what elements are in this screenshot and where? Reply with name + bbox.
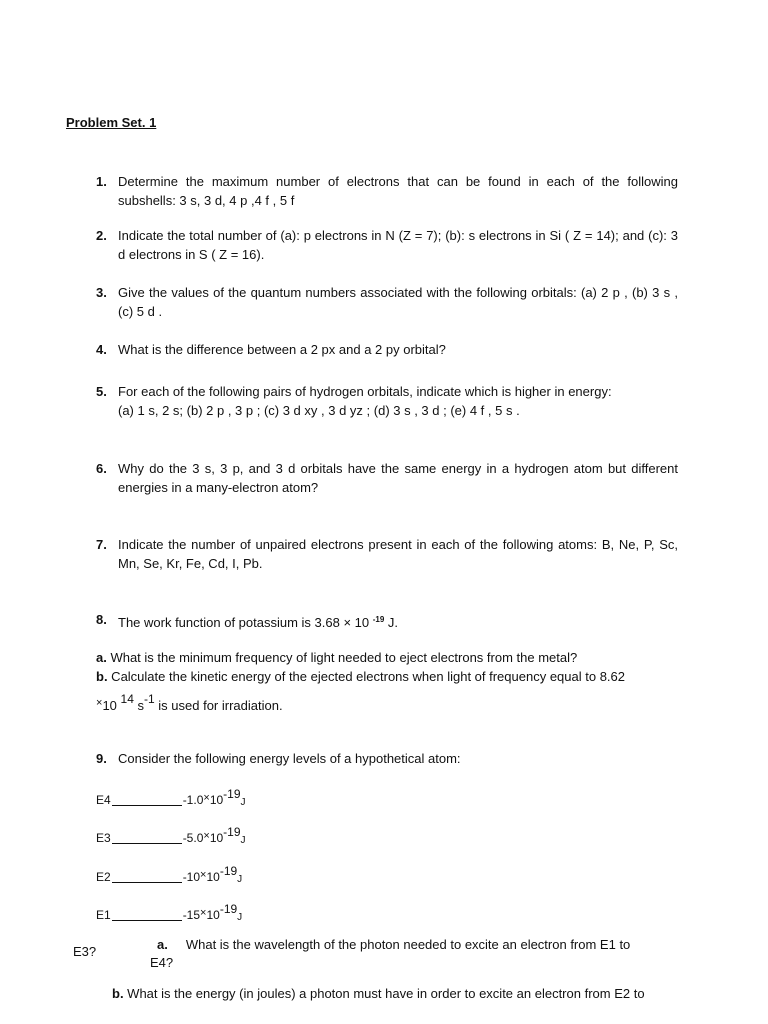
ten: 10: [206, 908, 220, 922]
question-number: 2.: [96, 228, 107, 243]
question-text-pre: The work function of potassium is 3.68 × 10: [118, 615, 373, 630]
question-number: 8.: [96, 612, 107, 627]
times-sign: ×: [200, 907, 207, 919]
times-sign: ×: [96, 697, 103, 709]
question-8-part-b: [96, 667, 678, 687]
question-number: 5.: [96, 384, 107, 399]
energy-level-e4: [96, 787, 246, 808]
question-9-part-a-continued: E4?: [150, 955, 174, 970]
unit: J: [240, 835, 246, 846]
part-text: Calculate the kinetic energy of the ejected electrons when light of frequency equal to 8.62: [107, 669, 625, 684]
energy-level-e2: [96, 864, 242, 885]
exponent: -19: [223, 825, 241, 839]
energy-label: E2: [96, 870, 111, 884]
part-letter: b.: [112, 986, 124, 1001]
part-text: What is the energy (in joules) a photon must have in order to excite an electron from E2 to: [123, 986, 645, 1001]
page-title: Problem Set. 1: [66, 115, 157, 130]
question-9-part-a: [157, 935, 685, 955]
part-letter: a.: [157, 937, 168, 952]
question-number: 1.: [96, 174, 107, 189]
energy-value: -5.0: [182, 831, 204, 845]
question-number: 6.: [96, 461, 107, 476]
question-line: For each of the following pairs of hydrogen orbitals, indicate which is higher in energy:: [118, 384, 612, 399]
question-9: [96, 749, 678, 768]
part-text: What is the minimum frequency of light needed to eject electrons from the metal?: [106, 650, 578, 665]
unit: s: [133, 698, 144, 713]
energy-label: E3: [96, 831, 111, 845]
question-1: [96, 172, 678, 210]
unit: J: [240, 797, 246, 808]
exponent: -19: [223, 787, 241, 801]
question-3: [96, 283, 678, 321]
ten: 10: [206, 870, 220, 884]
question-text: What is the difference between a 2 px and a 2 py orbital?: [118, 342, 446, 357]
question-line: (a) 1 s, 2 s; (b) 2 p , 3 p ; (c) 3 d xy , 3 d yz ; (d) 3 s , 3 d ; (e) 4 f , 5 s .: [118, 403, 520, 418]
question-number: 7.: [96, 537, 107, 552]
question-7: [96, 535, 678, 573]
question-text: Determine the maximum number of electrons that can be found in each of the following subshells: 3 s, 3 d, 4 p ,4 f , 5 f: [118, 174, 678, 208]
question-text: Consider the following energy levels of a hypothetical atom:: [118, 751, 461, 766]
question-8-part-b-line2: [96, 689, 678, 716]
energy-level-e1: [96, 902, 242, 923]
question-text: [118, 610, 678, 632]
question-4: [96, 340, 678, 359]
part-text: is used for irradiation.: [154, 698, 283, 713]
exponent: -19: [219, 902, 238, 916]
question-8: [96, 610, 678, 632]
question-8-part-a: [96, 648, 678, 668]
stray-text: E3?: [73, 944, 97, 959]
level-line: [112, 882, 182, 883]
exponent: -1: [144, 692, 155, 706]
question-text: Give the values of the quantum numbers associated with the following orbitals: (a) 2 p , (b) 3 s , (c) 5 d .: [118, 285, 678, 319]
energy-value: -1.0: [182, 793, 204, 807]
part-text: What is the wavelength of the photon needed to excite an electron from E1 to: [185, 937, 631, 952]
energy-level-e3: [96, 825, 246, 846]
part-letter: b.: [96, 669, 108, 684]
exponent: 14: [120, 692, 134, 706]
ten: 10: [209, 793, 224, 807]
times-sign: ×: [203, 792, 210, 804]
unit: J: [237, 912, 243, 923]
question-number: 3.: [96, 285, 107, 300]
energy-label: E1: [96, 908, 111, 922]
question-9-part-b: [112, 984, 682, 1004]
question-number: 9.: [96, 751, 107, 766]
level-line: [112, 843, 182, 844]
exponent: -19: [372, 615, 385, 624]
question-2: [96, 226, 678, 264]
energy-value: -10: [182, 870, 201, 884]
ten: 10: [102, 698, 121, 713]
times-sign: ×: [200, 869, 207, 881]
question-text: Why do the 3 s, 3 p, and 3 d orbitals have the same energy in a hydrogen atom but different energies in a many-electron atom?: [118, 461, 678, 495]
question-5: [96, 382, 678, 420]
energy-label: E4: [96, 793, 111, 807]
times-sign: ×: [203, 830, 210, 842]
question-text: Indicate the total number of (a): p electrons in N (Z = 7); (b): s electrons in Si ( Z = 14); and (c): 3 d electrons in S ( Z = 16).: [118, 228, 678, 262]
part-letter: a.: [96, 650, 107, 665]
energy-value: -15: [182, 908, 201, 922]
ten: 10: [209, 831, 224, 845]
exponent: -19: [219, 864, 238, 878]
level-line: [112, 805, 182, 806]
question-text-post: J.: [384, 615, 399, 630]
question-number: 4.: [96, 342, 107, 357]
unit: J: [237, 874, 243, 885]
question-text: [118, 382, 678, 420]
level-line: [112, 920, 182, 921]
question-6: [96, 459, 678, 497]
question-text: Indicate the number of unpaired electrons present in each of the following atoms: B, Ne, P, Sc, Mn, Se, Kr, Fe, Cd, I, Pb.: [118, 537, 678, 571]
